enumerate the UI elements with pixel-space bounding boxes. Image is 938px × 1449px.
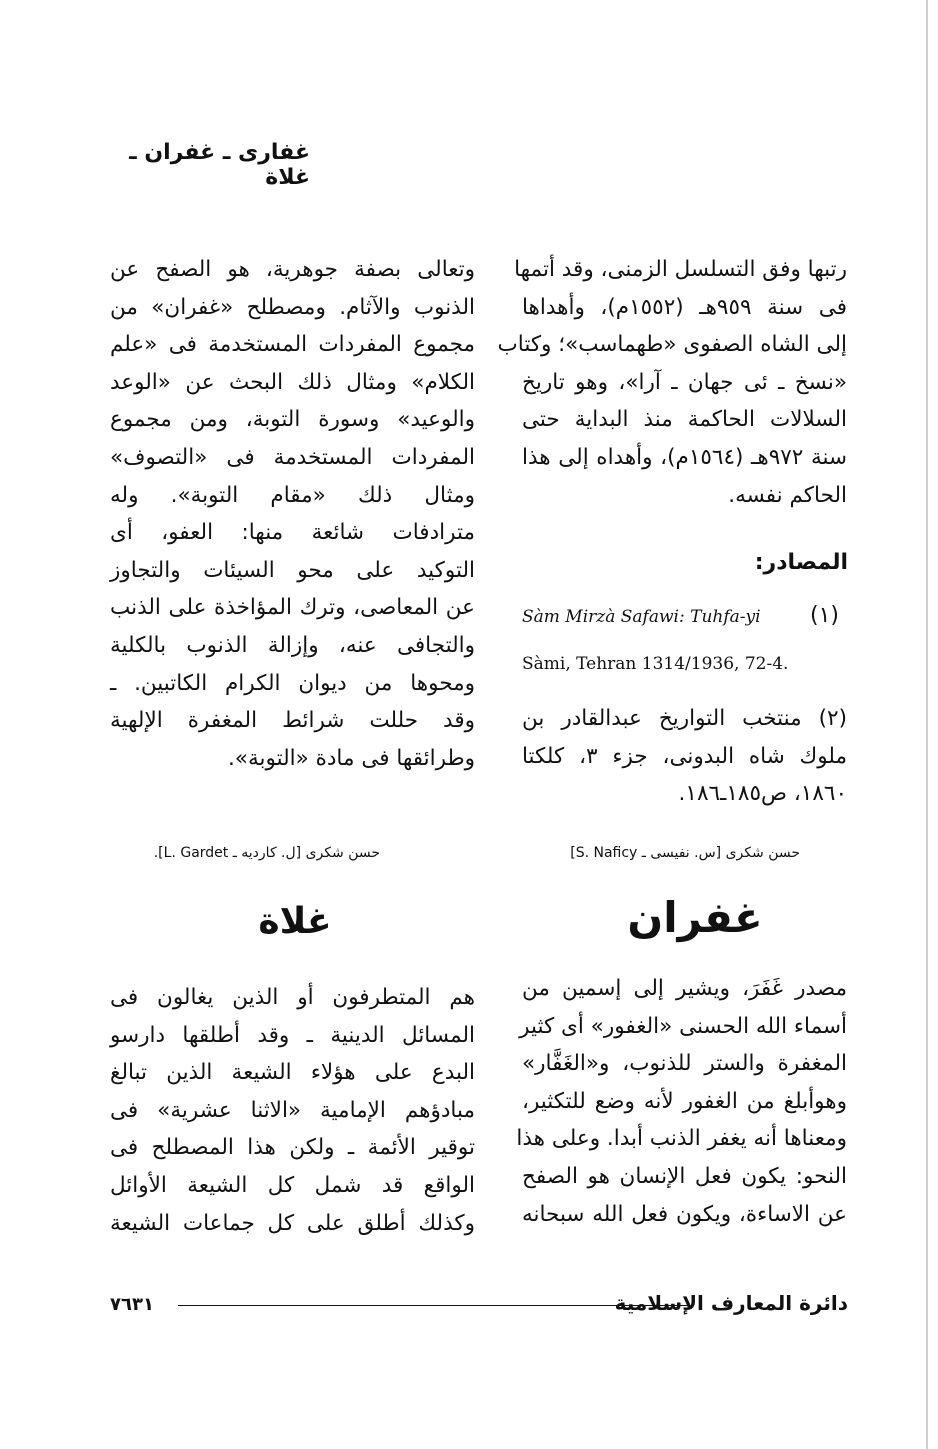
scan-margin-mark <box>926 0 928 1449</box>
text-line: وهوأبلغ من الغفور لأنه وضع للتكثير، <box>522 1088 847 1114</box>
text-line: الذنوب والآثام. ومصطلح «غفران» من <box>110 294 475 320</box>
text-line: البدع على هؤلاء الشيعة الذين تبالغ <box>110 1060 475 1086</box>
text-line: أسماء الله الحسنى «الغفور» أى كثير <box>519 1013 847 1039</box>
text-line: والتجافى عنه، وإزالة الذنوب بالكلية <box>110 632 475 658</box>
text-line: وطرائقها فى مادة «التوبة». <box>227 745 475 771</box>
text-line: مجموع المفردات المستخدمة فى «علم <box>110 332 475 358</box>
text-line: هم المتطرفون أو الذين يغالون فى <box>110 985 475 1010</box>
text-line: المغفرة والستر للذنوب، و«الغَفَّار» <box>522 1051 847 1077</box>
ghulat-column <box>110 979 475 1242</box>
text-line: والوعيد» وسورة التوبة، ومن مجموع <box>110 407 475 433</box>
text-line: توقير الأئمة ـ ولكن هذا المصطلح فى <box>110 1135 475 1161</box>
text-line: ١٨٦٠، ص١٨٥ـ١٨٦. <box>678 781 847 807</box>
article-continuation-column <box>497 251 848 514</box>
entry-title-ghulat: غلاة <box>258 901 332 942</box>
footer-publication-title: دائرة المعارف الإسلامية <box>614 1291 848 1315</box>
text-line: ومثال ذلك «مقام التوبة». وله <box>110 482 475 508</box>
text-line: عن الاساءة، ويكون فعل الله سبحانه <box>522 1201 847 1227</box>
text-line: التوكيد على محو السيئات والتجاوز <box>110 557 475 583</box>
text-line: ومحوها من ديوان الكرام الكاتبين. ـ <box>110 670 475 696</box>
text-line: إلى الشاه الصفوى «طهماسب»؛ وكتاب <box>497 332 847 358</box>
source-1-line-1: Sàm Mirzà Safawi: Tuhfa-yi <box>522 607 761 627</box>
text-line: الحاكم نفسه. <box>728 482 847 508</box>
text-line: سنة ٩٧٢هـ (١٥٦٤م)، وأهداه إلى هذا <box>522 444 848 470</box>
text-line: وتعالى بصفة جوهرية، هو الصفح عن <box>110 257 475 282</box>
text-line: السلالات الحاكمة منذ البداية حتى <box>522 407 847 433</box>
ghufran-column-continuation <box>110 251 475 777</box>
text-line: فى سنة ٩٥٩هـ (١٥٥٢م)، وأهداها <box>522 294 847 320</box>
text-line: مبادؤهم الإمامية «الاثنا عشرية» فى <box>110 1097 475 1123</box>
text-line: ملوك شاه البدونى، جزء ٣، كلكتا <box>522 743 847 769</box>
text-line: الكلام» ومثال ذلك البحث عن «الوعد <box>110 369 475 395</box>
sources-heading: المصادر: <box>754 550 848 575</box>
text-line: وقد حللت شرائط المغفرة الإلهية <box>110 708 475 734</box>
author-signature: حسن شكرى [ل. كارديه ـ L. Gardet]. <box>153 845 380 861</box>
text-line: وكذلك أطلق على كل جماعات الشيعة <box>110 1210 475 1236</box>
text-line: عن المعاصى، وترك المؤاخذة على الذنب <box>110 595 475 621</box>
text-line: المفردات المستخدمة فى «التصوف» <box>110 444 475 470</box>
text-line: الواقع قد شمل كل الشيعة الأوائل <box>110 1172 475 1198</box>
text-line: رتبها وفق التسلسل الزمنى، وقد أتمها <box>514 257 847 282</box>
source-1-line-2: Sàmi, Tehran 1314/1936, 72-4. <box>522 654 789 674</box>
text-line: النحو: يكون فعل الإنسان هو الصفح <box>522 1163 847 1189</box>
text-line: مصدر غَفَرَ، ويشير إلى إسمين من <box>522 976 847 1001</box>
text-line: «نسخ ـ ئى جهان ـ آرا»، وهو تاريخ <box>522 369 847 395</box>
author-signature: حسن شكرى [س. نفيسى ـ S. Naficy] <box>570 845 800 861</box>
text-line: (٢) منتخب التواريخ عبدالقادر بن <box>522 706 847 731</box>
running-head: غفارى ـ غفران ـ غلاة <box>129 140 310 190</box>
source-2 <box>522 700 847 813</box>
ghufran-column <box>516 970 847 1233</box>
page-number: ٧٦٣١ <box>110 1294 154 1315</box>
text-line: المسائل الدينية ـ وقد أطلقها دارسو <box>110 1022 475 1048</box>
text-line: ومعناها أنه يغفر الذنب أبدا. وعلى هذا <box>516 1126 847 1152</box>
text-line: مترادفات شائعة منها: العفو، أى <box>110 520 475 546</box>
footer-divider <box>178 1305 688 1306</box>
source-1-number: (١) <box>810 603 840 628</box>
entry-title-ghufran: غفران <box>627 893 763 942</box>
